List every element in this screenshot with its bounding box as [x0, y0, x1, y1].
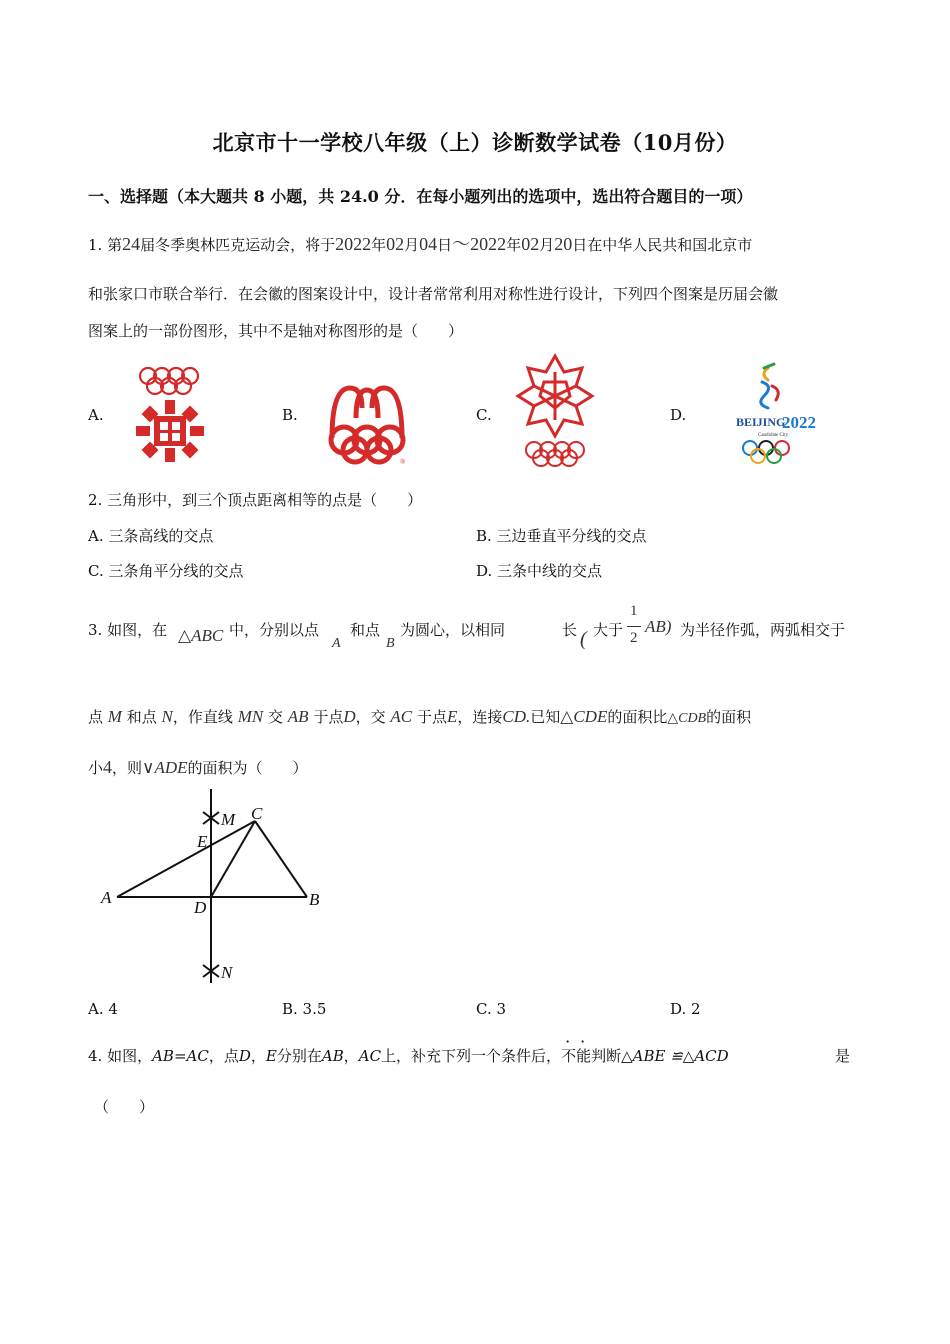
q3-text: 的面积比	[607, 708, 668, 726]
q3-option-d: D. 2	[670, 1000, 701, 1018]
q3-point-b: B	[386, 636, 395, 651]
q3-figure	[95, 785, 335, 990]
q1-tilde: ～	[452, 234, 471, 254]
q3-text: 的面积为（ ）	[187, 759, 308, 777]
section-heading: 一、选择题（本大题共 8 小题，共 24.0 分．在每小题列出的选项中，选出符合题目的一项）	[88, 187, 753, 206]
q3-text-3: 和点	[350, 621, 381, 639]
q3-text: 小	[88, 759, 104, 777]
q1-text: 第	[107, 236, 123, 254]
q1-num-24: 24	[122, 234, 141, 254]
q3-option-b: B. 3.5	[282, 1000, 327, 1018]
q3-fig-label-c: C	[251, 804, 263, 823]
q3-frac-num: 1	[630, 603, 638, 619]
q3-triangle-abc: △ABC	[178, 626, 224, 645]
logo-d-sub: Candidate City	[758, 433, 789, 438]
q3-line3	[88, 757, 308, 778]
q3-text: 于点	[416, 708, 447, 726]
q1-option-b-label: B.	[282, 406, 298, 424]
q3-text: ，则	[112, 759, 143, 777]
q3-frac-den: 2	[630, 630, 638, 646]
q4-segment-ab: AB	[321, 1047, 344, 1065]
q4-point-e: E	[265, 1047, 277, 1065]
q1-unit: 年	[371, 236, 387, 254]
q3-segment-ac: AC	[390, 707, 413, 726]
q3-triangle-cde: △CDE	[560, 707, 608, 726]
q3-point-a: A	[332, 636, 341, 651]
q3-segment-ab: AB	[287, 707, 309, 726]
q3-text: ，交	[355, 708, 386, 726]
q4-text: ，	[343, 1047, 359, 1065]
q3-segment-bc-drawn	[255, 821, 307, 897]
q4-point-d: D	[238, 1047, 251, 1065]
q1-year2: 2022	[470, 234, 507, 254]
q4-segment-ac: AC	[358, 1047, 382, 1065]
q1-year1: 2022	[335, 234, 372, 254]
q1-unit: 月	[404, 236, 420, 254]
q3-segment-ac-drawn	[117, 821, 255, 897]
q3-point-d: D	[343, 707, 356, 726]
q3-triangle-ade: ∨ADE	[142, 758, 188, 777]
q3-fig-label-d: D	[194, 898, 207, 917]
q1-text: 届冬季奥林匹克运动会，将于	[140, 236, 336, 254]
logo-c-calgary	[514, 352, 596, 468]
q1-option-a-label: A.	[88, 406, 104, 424]
logo-d-beijing	[734, 360, 820, 468]
q3-point-m: M	[107, 707, 122, 726]
q3-text: 于点	[313, 708, 344, 726]
q4-text: 上，补充下列一个条件后，	[381, 1047, 562, 1065]
q3-option-a: A. 4	[88, 1000, 118, 1018]
q3-text-4: 为圆心，以相同	[400, 621, 506, 639]
logo-d-year: 2022	[782, 413, 816, 432]
q3-frac-bar	[627, 626, 641, 627]
q4-ab-eq-ac: AB=AC	[152, 1047, 209, 1065]
q1-unit: 年	[506, 236, 522, 254]
logo-d-text: BEIJING	[736, 415, 786, 429]
q3-line2	[88, 707, 751, 729]
q3-fig-label-e: E	[197, 832, 208, 851]
q3-num-4: 4	[103, 757, 113, 777]
q3-fig-label-m: M	[221, 810, 236, 829]
q3-paren-open: (	[580, 628, 587, 650]
q4-text: 判断	[591, 1047, 622, 1065]
q3-point-e: E	[446, 707, 458, 726]
q3-text: 交	[267, 708, 283, 726]
q1-month1: 02	[386, 234, 405, 254]
logo-b-montreal	[322, 378, 412, 468]
q1-text: 日在中华人民共和国北京市	[572, 236, 753, 254]
q3-text-greater: 大于	[593, 621, 624, 639]
q1-unit: 日	[437, 236, 453, 254]
logo-a-sarajevo	[130, 364, 210, 468]
q2-option-b: B. 三边垂直平分线的交点	[476, 527, 647, 545]
q3-text-2: 中，分别以点	[229, 621, 320, 639]
q3-triangle-cdb: △CDB	[667, 711, 707, 726]
q3-ab-close: AB)	[645, 617, 672, 636]
q4-answer-paren: （ ）	[94, 1098, 155, 1116]
q3-text: ，作直线	[172, 708, 233, 726]
q4-text: 分别在	[276, 1047, 322, 1065]
q1-line1	[88, 234, 752, 255]
q3-line-mn: MN	[237, 707, 264, 726]
q1-month2: 02	[521, 234, 540, 254]
q2-option-c: C. 三条角平分线的交点	[88, 562, 244, 580]
q3-text: 点	[88, 708, 104, 726]
q1-day2: 20	[554, 234, 573, 254]
q4-text: ，点	[208, 1047, 239, 1065]
q1-day1: 04	[419, 234, 438, 254]
q3-fig-label-b: B	[309, 890, 320, 909]
q1-unit: 月	[539, 236, 555, 254]
q3-segment-cd: CD.	[502, 707, 531, 726]
q2-option-a: A. 三条高线的交点	[88, 527, 214, 545]
logo-b-registered-mark: ®	[400, 458, 406, 466]
q4-text: 4. 如图，	[88, 1047, 153, 1065]
q3-text: 的面积	[706, 708, 752, 726]
q4-shi: 是	[835, 1047, 851, 1065]
q1-line2: 和张家口市联合举行．在会徽的图案设计中，设计者常常利用对称性进行设计，下列四个图案是历届会徽	[88, 285, 779, 303]
q3-text: 已知	[530, 708, 561, 726]
q2-stem: 2. 三角形中，到三个顶点距离相等的点是（ ）	[88, 491, 423, 509]
q4-line1	[88, 1046, 729, 1066]
q4-emphasis-can: 能	[576, 1047, 592, 1065]
q3-option-c: C. 3	[476, 1000, 507, 1018]
q1-line3: 图案上的一部份图形，其中不是轴对称图形的是（ ）	[88, 322, 464, 340]
q4-text: ，	[250, 1047, 266, 1065]
q4-emphasis-not: 不	[561, 1047, 577, 1065]
q3-text: 和点	[126, 708, 157, 726]
q1-option-d-label: D.	[670, 406, 687, 424]
q1-option-c-label: C.	[476, 406, 492, 424]
page-title: 北京市十一学校八年级（上）诊断数学试卷（10月份）	[212, 130, 738, 155]
q3-text-6: 为半径作弧，两弧相交于	[680, 621, 846, 639]
q2-option-d: D. 三条中线的交点	[476, 562, 603, 580]
q3-text-1: 3. 如图，在	[88, 621, 168, 639]
q3-fig-label-n: N	[221, 963, 233, 982]
q3-text: ，连接	[457, 708, 503, 726]
q1-number: 1.	[88, 236, 103, 254]
q3-point-n: N	[161, 707, 173, 726]
q3-text-5: 长	[562, 621, 578, 639]
q3-fig-label-a: A	[101, 888, 112, 907]
q4-congruence: △ABE ≌△ACD	[621, 1047, 729, 1065]
